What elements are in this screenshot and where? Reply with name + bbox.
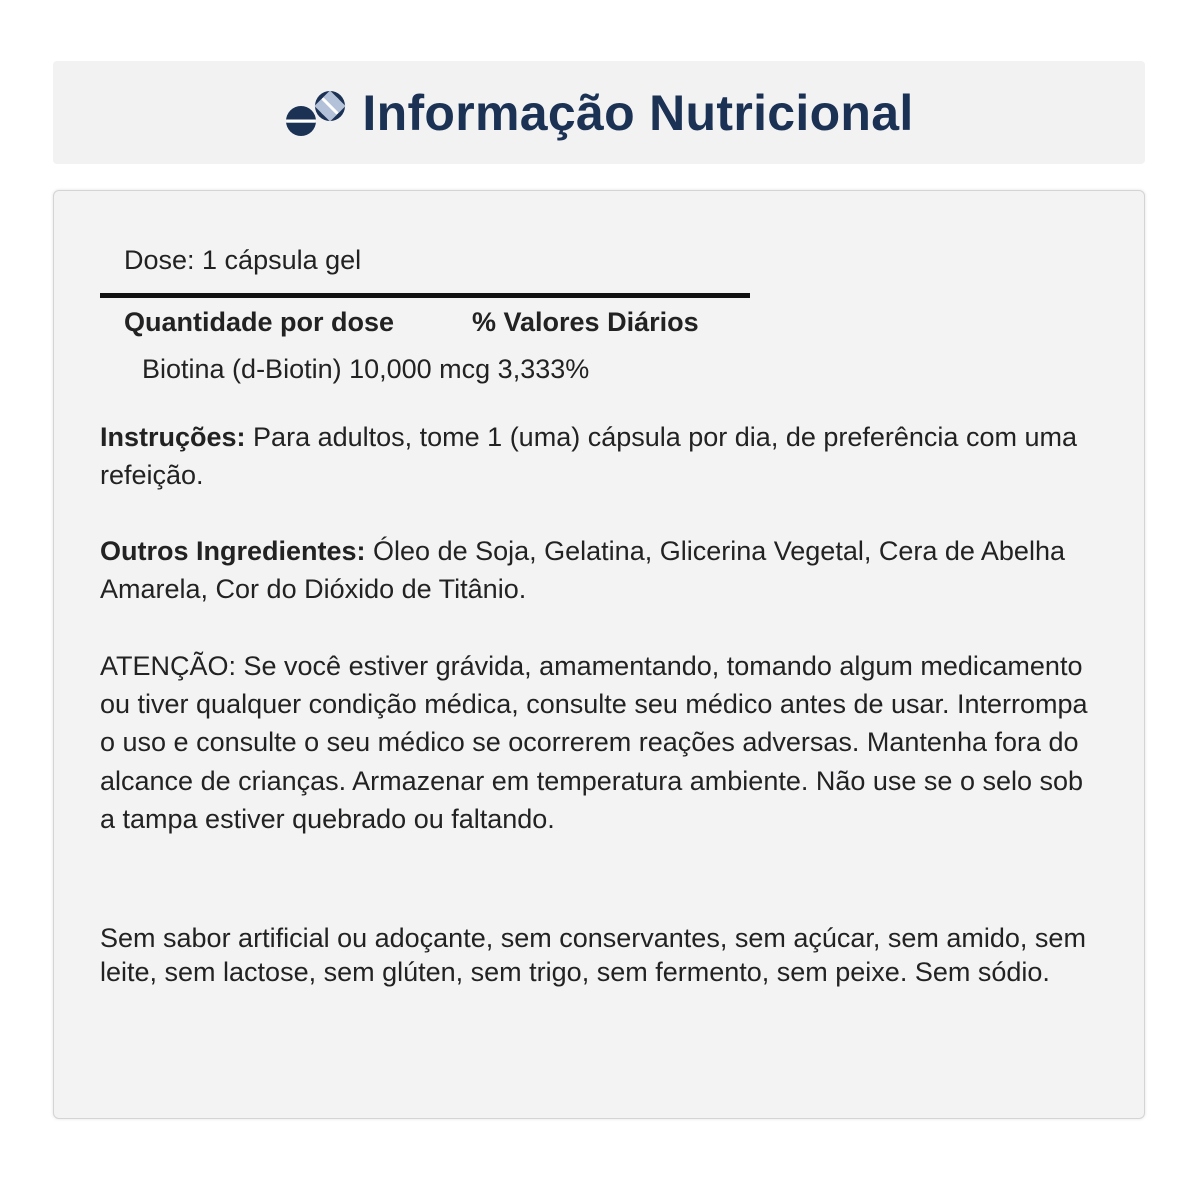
pill-icon (284, 89, 348, 137)
other-ingredients-text: Óleo de Soja, Gelatina, Glicerina Vegetal, Cera de Abelha Amarela, Cor do Dióxido de Titânio. (100, 536, 1065, 605)
instructions-text: Para adultos, tome 1 (uma) cápsula por dia, de preferência com uma refeição. (100, 422, 1077, 491)
serving-dose: Dose: 1 cápsula gel (124, 245, 362, 275)
instructions-paragraph (100, 418, 1100, 494)
other-ingredients-label: Outros Ingredientes: (100, 536, 366, 566)
header-content (284, 84, 913, 142)
nutrient-row: Biotina (d-Biotin) 10,000 mcg 3,333% (142, 354, 590, 384)
column-header-daily-values: % Valores Diários (472, 307, 699, 337)
instructions-label: Instruções: (100, 422, 246, 452)
page-title: Informação Nutricional (362, 84, 914, 141)
warning-paragraph: ATENÇÃO: Se você estiver grávida, amamentando, tomando algum medicamento ou tiver qualquer condição médica, consulte seu médico antes de usar. Interrompa o uso e consulte o seu médico se ocorrerem reações adversas. Mantenha fora do alcance de crianças. Armazenar em temperatura ambiente. Não use se o selo sob a tampa estiver quebrado ou faltando. (100, 651, 1088, 834)
column-header-quantity: Quantidade por dose (124, 307, 395, 337)
free-from-paragraph: Sem sabor artificial ou adoçante, sem conservantes, sem açúcar, sem amido, sem leite, sem lactose, sem glúten, sem trigo, sem fermento, sem peixe. Sem sódio. (100, 923, 1086, 987)
facts-divider (100, 293, 750, 298)
nutrition-panel (53, 190, 1145, 1119)
other-ingredients-paragraph (100, 532, 1100, 608)
page-header (53, 61, 1145, 164)
